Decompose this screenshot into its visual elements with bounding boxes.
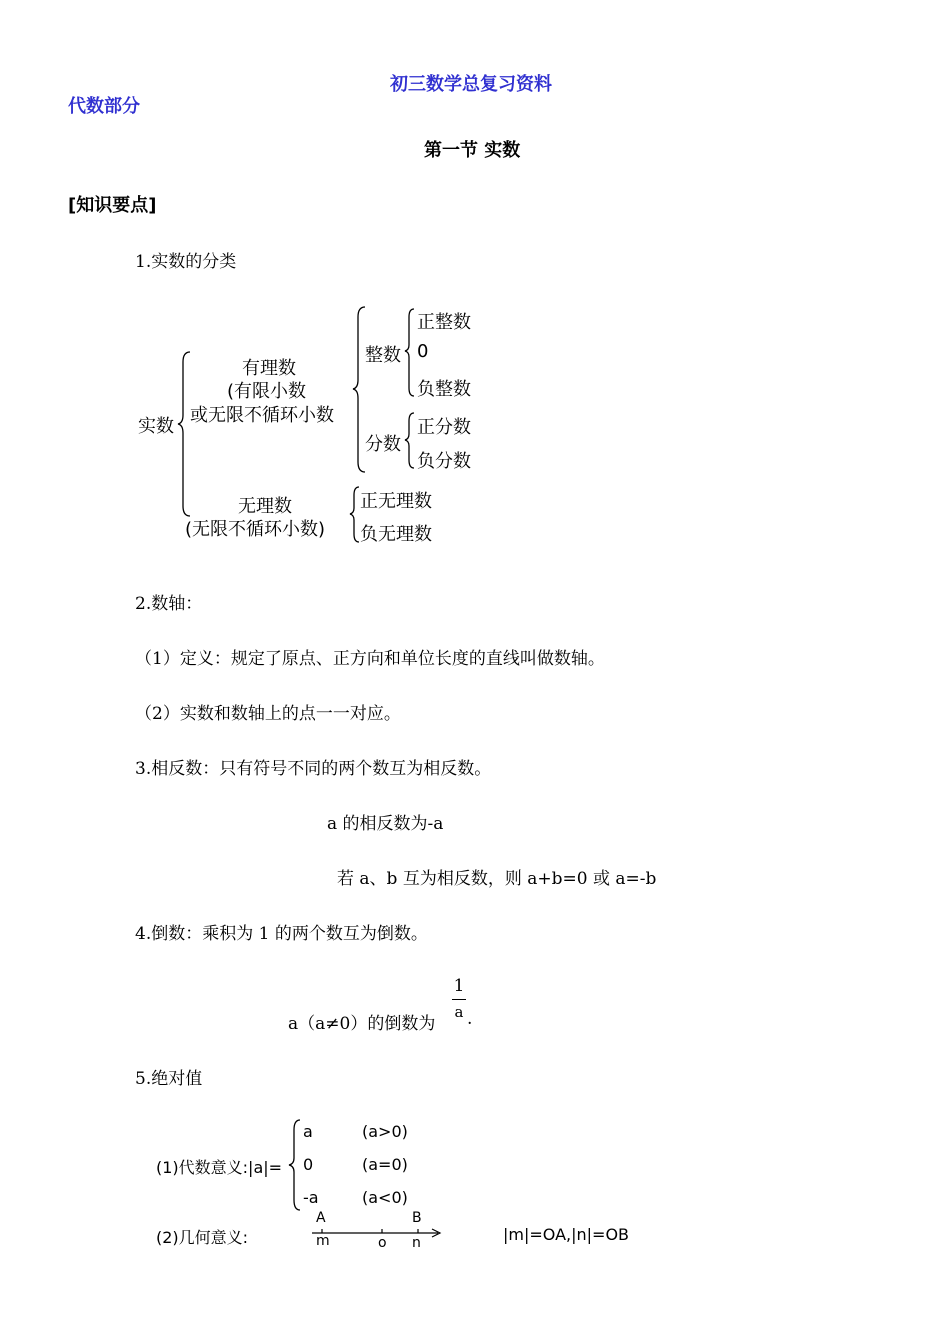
- point-B-label: B: [412, 1210, 422, 1226]
- class-rational: 有理数: [242, 358, 296, 379]
- abs-case2-cond: (a=0): [362, 1155, 408, 1174]
- fraction-period: .: [467, 1009, 473, 1029]
- class-zero: 0: [417, 341, 429, 362]
- class-irrational-note: (无限不循环小数): [185, 519, 326, 540]
- class-neg-irr: 负无理数: [360, 524, 432, 545]
- abs-case1-cond: (a>0): [362, 1122, 408, 1141]
- abs-geo-result: |m|=OA,|n|=OB: [503, 1225, 630, 1244]
- class-neg-int: 负整数: [417, 379, 471, 400]
- item-3-rule: 若 a、b 互为相反数，则 a+b=0 或 a=-b: [337, 869, 657, 889]
- section-title: 第一节 实数: [424, 140, 521, 161]
- item-1-heading: 1.实数的分类: [135, 252, 237, 272]
- item-2-1: （1）定义：规定了原点、正方向和单位长度的直线叫做数轴。: [135, 649, 605, 669]
- item-3-heading: 3.相反数：只有符号不同的两个数互为相反数。: [135, 759, 492, 779]
- item-4-heading: 4.倒数：乘积为 1 的两个数互为倒数。: [135, 924, 428, 944]
- abs-case1-value: a: [303, 1122, 313, 1141]
- item-4-reciprocal: a（a≠0）的倒数为: [288, 1014, 436, 1034]
- class-pos-frac: 正分数: [417, 417, 471, 438]
- point-A-label: A: [316, 1210, 326, 1226]
- point-o-label: o: [378, 1235, 387, 1251]
- item-2-2: （2）实数和数轴上的点一一对应。: [135, 704, 401, 724]
- class-fraction: 分数: [365, 434, 401, 455]
- class-integer: 整数: [365, 345, 401, 366]
- class-pos-irr: 正无理数: [360, 491, 432, 512]
- class-pos-int: 正整数: [417, 312, 471, 333]
- class-irrational: 无理数: [238, 496, 292, 517]
- abs-case3-value: -a: [303, 1188, 319, 1207]
- class-root: 实数: [138, 416, 174, 437]
- fraction-denominator: a: [454, 1003, 464, 1021]
- abs-case2-value: 0: [303, 1155, 314, 1174]
- key-points-heading: [知识要点]: [68, 195, 157, 216]
- abs-alg-label: (1)代数意义:|a|=: [156, 1158, 283, 1177]
- doc-title: 初三数学总复习资料: [390, 74, 552, 95]
- fraction-numerator: 1: [453, 976, 465, 996]
- point-n-label: n: [412, 1235, 421, 1251]
- point-m-label: m: [316, 1233, 330, 1249]
- class-rational-note1: (有限小数: [227, 381, 307, 402]
- abs-geo-label: (2)几何意义:: [156, 1228, 249, 1247]
- class-rational-note2: 或无限不循环小数: [190, 405, 334, 426]
- class-neg-frac: 负分数: [417, 451, 471, 472]
- item-3-opposite: a 的相反数为-a: [327, 814, 444, 834]
- abs-case3-cond: (a<0): [362, 1188, 408, 1207]
- item-2-heading: 2.数轴：: [135, 594, 203, 614]
- part-title: 代数部分: [68, 96, 140, 117]
- item-5-heading: 5.绝对值: [135, 1069, 203, 1089]
